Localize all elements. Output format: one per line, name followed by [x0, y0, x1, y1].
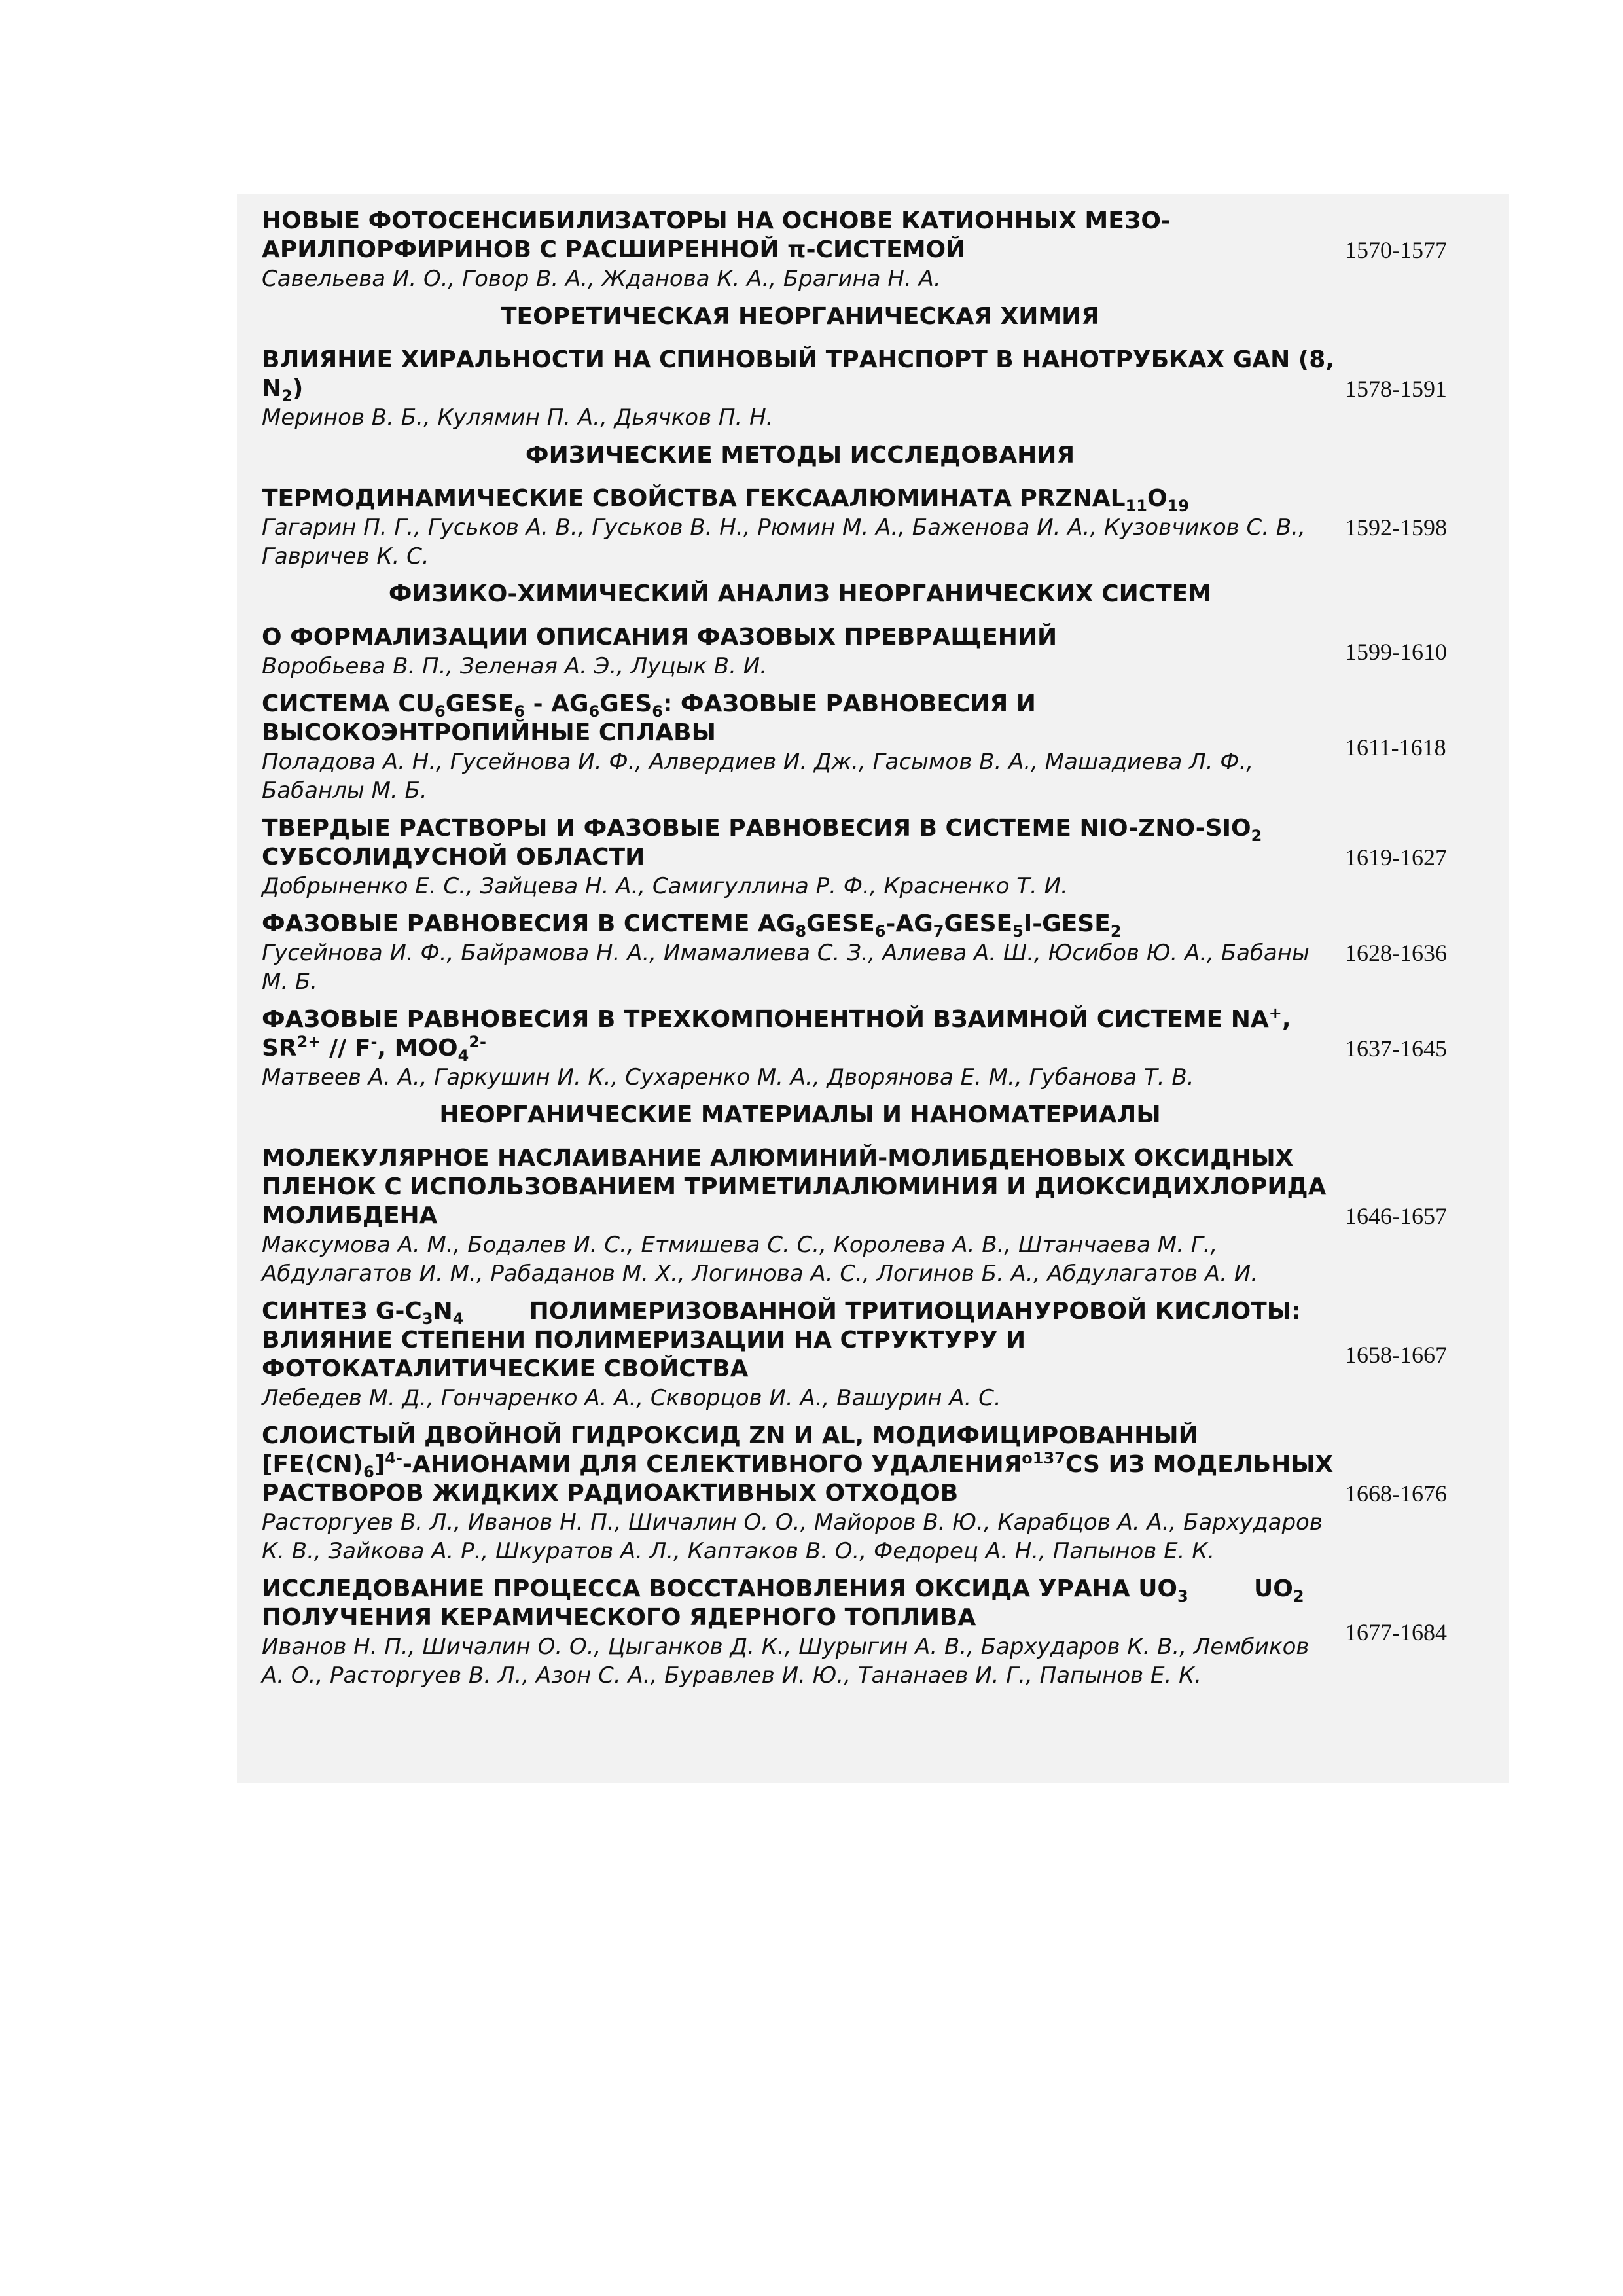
title-subscript: 2 [1110, 922, 1122, 941]
title-subscript: 11 [1125, 497, 1147, 516]
article-entry [262, 1005, 1479, 1092]
page-range: 1637-1645 [1345, 1035, 1447, 1062]
title-fragment: СЛОИСТЫЙ ДВОЙНОЙ ГИДРОКСИД ZN И AL, МОДИФИЦИРОВАННЫЙ [FE(CN) [262, 1422, 1207, 1478]
title-fragment: ТВЕРДЫЕ РАСТВОРЫ И ФАЗОВЫЕ РАВНОВЕСИЯ В СИСТЕМЕ NIO-ZNO-SIO [262, 815, 1251, 842]
title-subscript: 6 [435, 702, 446, 721]
title-fragment: О ФОРМАЛИЗАЦИИ ОПИСАНИЯ ФАЗОВЫХ ПРЕВРАЩЕНИЙ [262, 624, 1058, 651]
title-fragment: I-GESE [1023, 910, 1111, 937]
page-range: 1592-1598 [1345, 514, 1447, 541]
article-title [262, 207, 1338, 264]
article-text [262, 1422, 1342, 1566]
title-subscript: 4 [457, 1047, 469, 1066]
title-fragment: -АНИОНАМИ ДЛЯ СЕЛЕКТИВНОГО УДАЛЕНИЯ [402, 1451, 1022, 1478]
title-fragment: СИСТЕМА CU [262, 691, 435, 717]
title-fragment: ФАЗОВЫЕ РАВНОВЕСИЯ В ТРЕХКОМПОНЕНТНОЙ ВЗАИМНОЙ СИСТЕМЕ NA [262, 1006, 1269, 1033]
title-subscript: 6 [514, 702, 526, 721]
article-text [262, 1297, 1338, 1412]
title-fragment: GES [599, 691, 652, 717]
title-fragment: ПОЛУЧЕНИЯ КЕРАМИЧЕСКОГО ЯДЕРНОГО ТОПЛИВА [262, 1575, 1313, 1631]
title-subscript: 3 [1177, 1587, 1188, 1606]
title-subscript: 7 [933, 922, 944, 941]
title-subscript: 19 [1167, 497, 1189, 516]
article-entry [262, 690, 1479, 805]
title-fragment: N [433, 1298, 453, 1325]
article-entry [262, 1297, 1479, 1412]
title-fragment: ВЛИЯНИЕ ХИРАЛЬНОСТИ НА СПИНОВЫЙ ТРАНСПОРТ В НАНОТРУБКАХ GAN (8, N [262, 346, 1343, 402]
title-fragment: GESE [445, 691, 514, 717]
article-entry [262, 814, 1479, 901]
article-authors: Иванов Н. П., Шичалин О. О., Цыганков Д. К., Шурыгин А. В., Бархударов К. В., Лембиков А. О., Расторгуев В. Л., Азон С. А., Буравлев И. Ю., Тананаев И. Г., Папынов Е. К. [262, 1634, 1310, 1689]
article-authors: Гагарин П. Г., Гуськов А. В., Гуськов В. Н., Рюмин М. А., Баженова И. А., Кузовчиков С. В., Гавричев К. С. [262, 514, 1306, 569]
table-of-contents [262, 207, 1479, 1699]
title-fragment: UO [1188, 1575, 1293, 1602]
article-entry [262, 910, 1479, 996]
title-fragment: , SR [262, 1006, 1300, 1062]
article-authors: Воробьева В. П., Зеленая А. Э., Луцык В. И. [262, 653, 767, 679]
title-fragment: - AG [525, 691, 589, 717]
title-supscript: 2- [469, 1033, 487, 1051]
title-subscript: 6 [363, 1463, 374, 1482]
article-entry [262, 1144, 1479, 1288]
title-fragment: НОВЫЕ ФОТОСЕНСИБИЛИЗАТОРЫ НА ОСНОВЕ КАТИОННЫХ МЕЗО-АРИЛПОРФИРИНОВ С РАСШИРЕННОЙ π-СИСТЕМОЙ [262, 207, 1171, 263]
article-authors: Матвеев А. А., Гаркушин И. К., Сухаренко М. А., Дворянова Е. М., Губанова Т. В. [262, 1064, 1194, 1090]
article-entry [262, 346, 1479, 432]
title-supscript: 4- [385, 1449, 402, 1467]
title-fragment: GESE [806, 910, 875, 937]
article-title [262, 1422, 1342, 1508]
section-heading: НЕОРГАНИЧЕСКИЕ МАТЕРИАЛЫ И НАНОМАТЕРИАЛЫ [439, 1102, 1161, 1128]
title-fragment: ИССЛЕДОВАНИЕ ПРОЦЕССА ВОССТАНОВЛЕНИЯ ОКСИДА УРАНА UO [262, 1575, 1178, 1602]
article-title [262, 1144, 1338, 1230]
page-range: 1677-1684 [1345, 1619, 1447, 1645]
article-authors: Добрыненко Е. С., Зайцева Н. А., Самигуллина Р. Ф., Красненко Т. И. [262, 873, 1068, 899]
article-text [262, 1005, 1338, 1092]
title-fragment: МОЛЕКУЛЯРНОЕ НАСЛАИВАНИЕ АЛЮМИНИЙ-МОЛИБДЕНОВЫХ ОКСИДНЫХ ПЛЕНОК С ИСПОЛЬЗОВАНИЕМ ТРИМЕТИЛАЛЮМИНИЯ И ДИОКСИДИХЛОРИДА МОЛИБДЕНА [262, 1145, 1334, 1229]
section-heading: ТЕОРЕТИЧЕСКАЯ НЕОРГАНИЧЕСКАЯ ХИМИЯ [500, 303, 1100, 330]
page-range: 1570-1577 [1345, 237, 1447, 263]
page-range: 1658-1667 [1345, 1342, 1447, 1368]
article-text [262, 1144, 1338, 1288]
article-entry [262, 1422, 1479, 1566]
title-fragment: CS ИЗ МОДЕЛЬНЫХ РАСТВОРОВ ЖИДКИХ РАДИОАКТИВНЫХ ОТХОДОВ [262, 1451, 1342, 1507]
article-title [262, 1004, 1338, 1066]
section-heading: ФИЗИКО-ХИМИЧЕСКИЙ АНАЛИЗ НЕОРГАНИЧЕСКИХ СИСТЕМ [388, 581, 1212, 607]
title-supscript: 2+ [296, 1033, 321, 1051]
article-text [262, 623, 1338, 681]
title-subscript: 6 [874, 922, 886, 941]
title-subscript: 5 [1012, 922, 1024, 941]
article-authors: Лебедев М. Д., Гончаренко А. А., Скворцов И. А., Вашурин А. С. [262, 1385, 1001, 1411]
article-title [262, 1575, 1338, 1632]
article-title [262, 814, 1338, 872]
article-entry [262, 623, 1479, 681]
title-subscript: 6 [652, 702, 663, 721]
article-entry [262, 484, 1479, 571]
title-supscript: - [370, 1033, 378, 1051]
title-subscript: 4 [452, 1310, 464, 1329]
title-fragment: ] [374, 1451, 385, 1478]
title-supscript: + [1268, 1004, 1282, 1022]
title-fragment: O [1147, 485, 1168, 512]
section-heading: ФИЗИЧЕСКИЕ МЕТОДЫ ИССЛЕДОВАНИЯ [525, 442, 1075, 469]
title-fragment: : ФАЗОВЫЕ РАВНОВЕСИЯ И ВЫСОКОЭНТРОПИЙНЫЕ СПЛАВЫ [262, 691, 1044, 746]
title-subscript: 2 [281, 387, 293, 406]
title-fragment: ПОЛИМЕРИЗОВАННОЙ ТРИТИОЦИАНУРОВОЙ КИСЛОТЫ: ВЛИЯНИЕ СТЕПЕНИ ПОЛИМЕРИЗАЦИИ НА СТРУКТУРУ И ФОТОКАТАЛИТИЧЕСКИЕ СВОЙСТВА [262, 1298, 1309, 1382]
title-subscript: 2 [1251, 827, 1262, 846]
article-text [262, 910, 1338, 996]
title-supscript: о137 [1022, 1449, 1065, 1467]
title-fragment: -AG [885, 910, 933, 937]
title-fragment: , MOO [377, 1035, 458, 1062]
article-text [262, 1575, 1338, 1690]
title-fragment: ) [292, 375, 304, 402]
article-authors: Меринов В. Б., Кулямин П. А., Дьячков П. Н. [262, 404, 774, 431]
article-text [262, 690, 1338, 805]
article-authors: Савельева И. О., Говор В. А., Жданова К. А., Брагина Н. А. [262, 266, 941, 292]
title-subscript: 8 [795, 922, 807, 941]
article-authors: Максумова А. М., Бодалев И. С., Етмишева С. С., Королева А. В., Штанчаева М. Г., Абдулагатов И. М., Рабаданов М. Х., Логинова А. С., Логинов Б. А., Абдулагатов А. И. [262, 1232, 1258, 1287]
title-fragment: СИНТЕЗ G-C [262, 1298, 422, 1325]
title-fragment: ФАЗОВЫЕ РАВНОВЕСИЯ В СИСТЕМЕ AG [262, 910, 796, 937]
title-fragment: ТЕРМОДИНАМИЧЕСКИЕ СВОЙСТВА ГЕКСААЛЮМИНАТА PRZNAL [262, 485, 1126, 512]
article-text [262, 814, 1338, 901]
article-title [262, 484, 1338, 516]
article-text [262, 484, 1338, 571]
title-subscript: 2 [1293, 1587, 1304, 1606]
article-entry [262, 207, 1479, 293]
page-range: 1668-1676 [1345, 1480, 1447, 1507]
page-range: 1599-1610 [1345, 639, 1447, 665]
page-range: 1628-1636 [1345, 940, 1447, 966]
article-authors: Поладова А. Н., Гусейнова И. Ф., Алвердиев И. Дж., Гасымов В. А., Машадиева Л. Ф., Бабанлы М. Б. [262, 749, 1254, 804]
article-title [262, 690, 1338, 747]
article-entry [262, 1575, 1479, 1690]
title-fragment: GESE [944, 910, 1013, 937]
page-range: 1611-1618 [1345, 734, 1446, 761]
page-range: 1646-1657 [1345, 1203, 1447, 1229]
page-range: 1619-1627 [1345, 844, 1447, 870]
title-fragment: СУБСОЛИДУСНОЙ ОБЛАСТИ [262, 815, 1270, 870]
article-authors: Расторгуев В. Л., Иванов Н. П., Шичалин О. О., Майоров В. Ю., Карабцов А. А., Бархударов К. В., Зайкова А. Р., Шкуратов А. Л., Каптаков В. О., Федорец А. Н., Папынов Е. К. [262, 1509, 1323, 1564]
title-fragment: // F [321, 1035, 371, 1062]
title-subscript: 6 [588, 702, 600, 721]
article-title [262, 623, 1338, 652]
article-authors: Гусейнова И. Ф., Байрамова Н. А., Имамалиева С. З., Алиева А. Ш., Юсибов Ю. А., Бабаны М. Б. [262, 940, 1310, 995]
page-range: 1578-1591 [1345, 376, 1447, 402]
article-title [262, 346, 1343, 406]
article-text [262, 346, 1343, 432]
article-text [262, 207, 1338, 293]
article-title [262, 910, 1338, 939]
article-title [262, 1297, 1338, 1384]
title-subscript: 3 [421, 1310, 433, 1329]
